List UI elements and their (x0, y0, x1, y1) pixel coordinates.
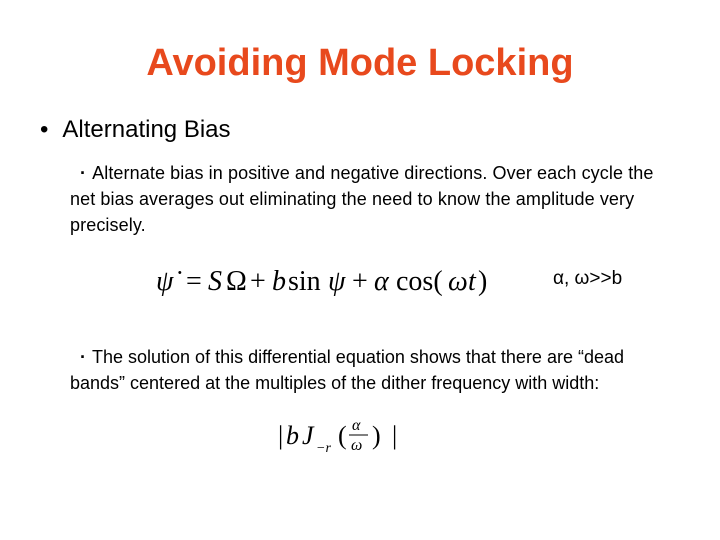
eq2-subscript: −r (316, 441, 331, 456)
eq2-rparen: ) (372, 421, 381, 450)
eq1-alpha: α (374, 266, 389, 297)
equation-2 (276, 412, 406, 456)
eq1-plus-2: + (352, 266, 368, 297)
eq1-Omega: Ω (226, 266, 247, 297)
bullet-marker: • (40, 116, 49, 143)
eq2-J: J (302, 421, 314, 450)
paragraph-2-text: The solution of this differential equation shows that there are “dead bands” centered at the multiples of the dither frequency with width: (70, 347, 625, 393)
eq1-equals: = (186, 266, 202, 297)
eq2-bar-right: | (392, 421, 398, 450)
eq1-psi-dot: ψ̇ (156, 266, 174, 297)
sub-bullet-marker: · (80, 163, 87, 183)
eq2-b: b (286, 421, 299, 450)
eq2-numerator: α (352, 417, 361, 434)
equation-1 (150, 256, 500, 300)
eq2-lparen: ( (338, 421, 347, 450)
eq1-plus-1: + (250, 266, 266, 297)
bullet-text: Alternating Bias (62, 116, 231, 143)
eq2-denominator: ω (351, 437, 363, 454)
sub-bullet-marker-2: · (80, 347, 86, 367)
bullet-alternating-bias (40, 116, 231, 144)
eq1-omega: ω (448, 266, 468, 297)
eq1-S: S (208, 266, 222, 297)
eq2-bar-left: | (278, 421, 284, 450)
slide-title: Avoiding Mode Locking (146, 42, 574, 84)
sub-bullet-solution (70, 344, 670, 396)
paragraph-1-text: Alternate bias in positive and negative directions. Over each cycle the net bias averages out eliminating the need to know the amplitude very precisely. (70, 163, 654, 235)
eq1-t: t (468, 266, 476, 297)
eq1-close-paren: ) (478, 266, 488, 297)
eq1-sin: sin (288, 266, 321, 297)
eq1-cos: cos( (396, 266, 443, 297)
condition-label: α, ω>>b (553, 268, 623, 289)
sub-bullet-alternate-bias (70, 160, 670, 238)
eq1-psi: ψ (328, 266, 346, 297)
eq1-b: b (272, 266, 286, 297)
